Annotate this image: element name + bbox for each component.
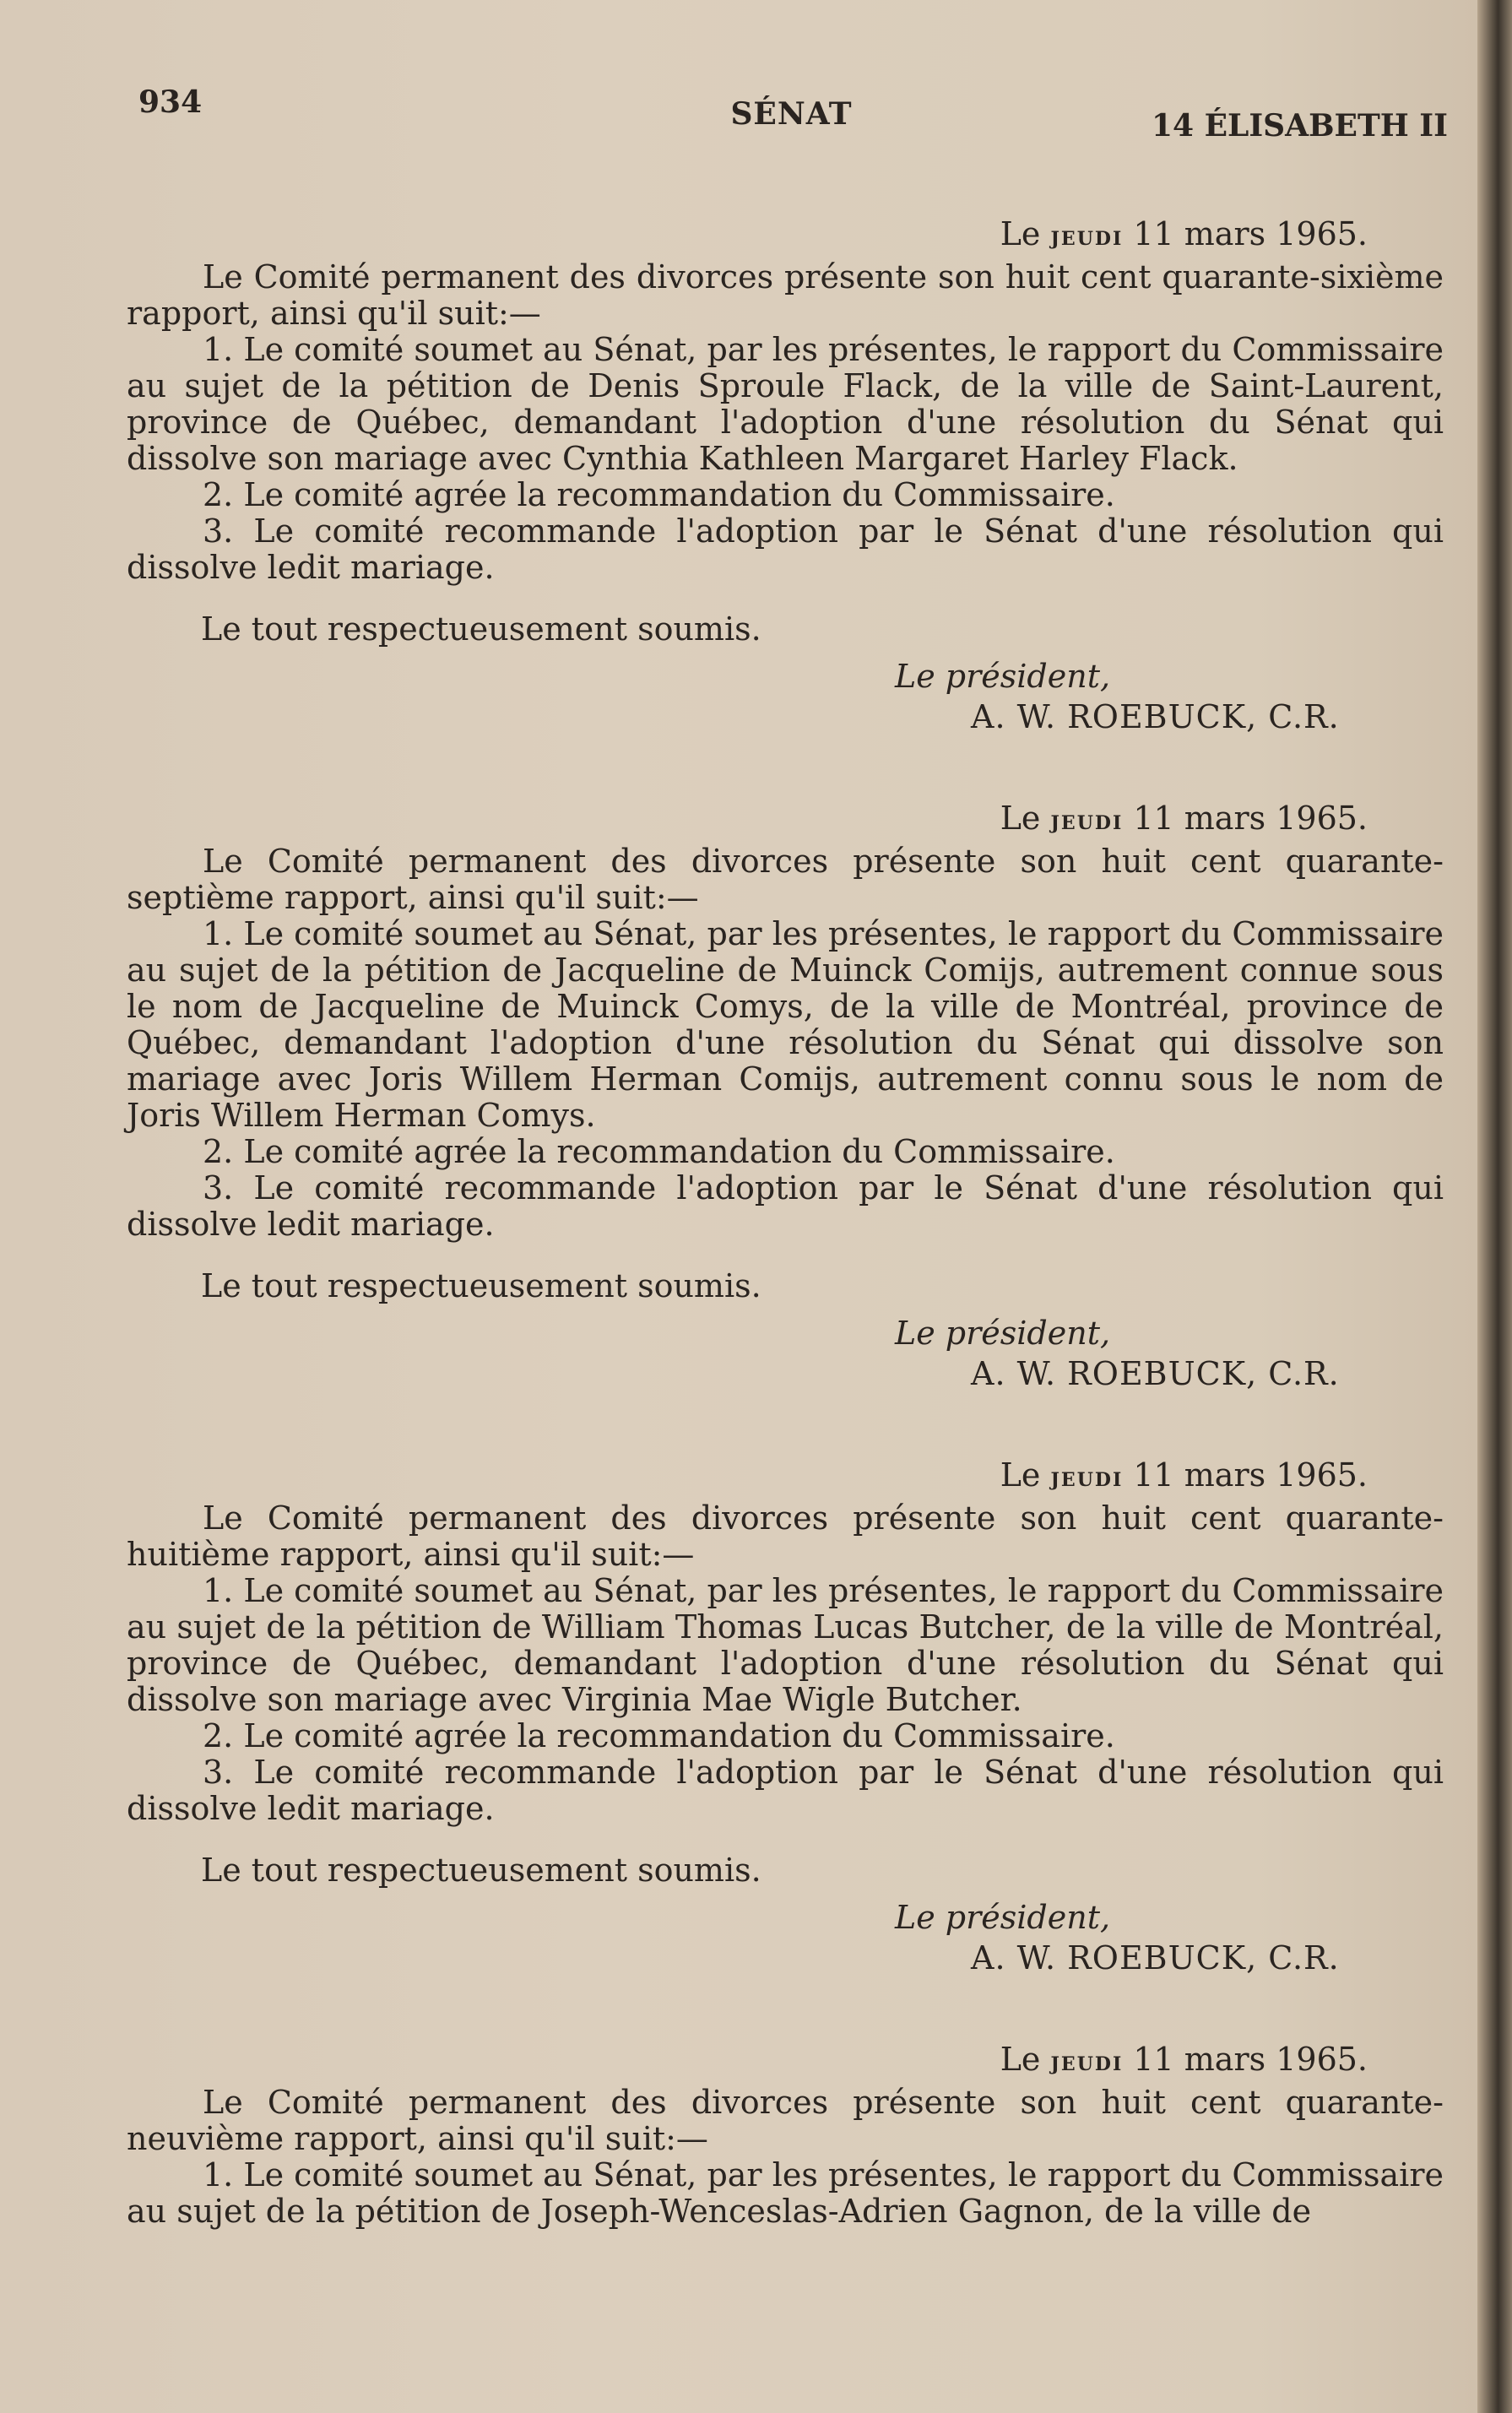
report-item: 2. Le comité agrée la recommandation du Commissaire. [203,476,1115,513]
regnal-year: 14 ÉLISABETH II [1151,108,1448,144]
reports-body [127,215,1444,2292]
report-date: Le jeudi 11 mars 1965. [1000,215,1368,252]
report-849 [127,2041,1444,2230]
report-848 [127,1456,1444,1978]
page-number: 934 [138,84,203,120]
signature-name: A. W. ROEBUCK, C.R. [971,1355,1340,1392]
signature-role: Le président, [895,1315,1111,1352]
signature-role: Le président, [895,658,1111,695]
report-item: 1. Le comité soumet au Sénat, par les présentes, le rapport du Commissaire au sujet de la pétition de William Thomas Lucas Butcher, de la ville de Montréal, province de Québec, demandant l'adoption d'une résolution du Sénat qui dissolve son mariage avec Virginia Mae Wigle Butcher. [127,1572,1444,1718]
report-item: 2. Le comité agrée la recommandation du Commissaire. [203,1133,1115,1170]
signature-name: A. W. ROEBUCK, C.R. [971,1939,1340,1976]
report-847 [127,800,1444,1394]
report-item: 1. Le comité soumet au Sénat, par les présentes, le rapport du Commissaire au sujet de la pétition de Jacqueline de Muinck Comijs, autrement connue sous le nom de Jacqueline de Muinck Comys, de la ville de Montréal, province de Québec, demandant l'adoption d'une résolution du Sénat qui dissolve son mariage avec Joris Willem Herman Comijs, autrement connu sous le nom de Joris Willem Herman Comys. [127,915,1444,1134]
report-date: Le jeudi 11 mars 1965. [1000,1456,1368,1494]
report-intro: Le Comité permanent des divorces présente son huit cent quarante-sixième rapport, ainsi qu'il suit:— [127,258,1444,332]
signature-role: Le président, [895,1899,1111,1936]
report-intro: Le Comité permanent des divorces présente son huit cent quarante-neuvième rapport, ainsi qu'il suit:— [127,2084,1444,2157]
report-item: 2. Le comité agrée la recommandation du Commissaire. [203,1717,1115,1754]
report-846 [127,215,1444,737]
report-item: 3. Le comité recommande l'adoption par le Sénat d'une résolution qui dissolve ledit mariage. [127,1169,1444,1243]
report-date: Le jeudi 11 mars 1965. [1000,2041,1368,2078]
signature-block [127,656,1444,737]
signature-block [127,1313,1444,1394]
book-spine-shadow [1477,0,1512,2413]
report-closing: Le tout respectueusement soumis. [201,1852,761,1889]
report-closing: Le tout respectueusement soumis. [201,610,761,648]
running-header [135,84,1448,144]
signature-name: A. W. ROEBUCK, C.R. [971,698,1340,735]
report-date: Le jeudi 11 mars 1965. [1000,800,1368,837]
report-item: 1. Le comité soumet au Sénat, par les présentes, le rapport du Commissaire au sujet de la pétition de Joseph-Wenceslas-Adrien Gagnon, de la ville de [127,2156,1444,2230]
report-item: 3. Le comité recommande l'adoption par le Sénat d'une résolution qui dissolve ledit mariage. [127,512,1444,586]
report-closing: Le tout respectueusement soumis. [201,1267,761,1304]
header-title: SÉNAT [730,96,853,132]
report-intro: Le Comité permanent des divorces présente son huit cent quarante-huitième rapport, ainsi qu'il suit:— [127,1499,1444,1573]
report-intro: Le Comité permanent des divorces présente son huit cent quarante-septième rapport, ainsi qu'il suit:— [127,843,1444,916]
report-item: 1. Le comité soumet au Sénat, par les présentes, le rapport du Commissaire au sujet de la pétition de Denis Sproule Flack, de la ville de Saint-Laurent, province de Québec, demandant l'adoption d'une résolution du Sénat qui dissolve son mariage avec Cynthia Kathleen Margaret Harley Flack. [127,331,1444,477]
signature-block [127,1897,1444,1978]
report-item: 3. Le comité recommande l'adoption par le Sénat d'une résolution qui dissolve ledit mariage. [127,1754,1444,1827]
